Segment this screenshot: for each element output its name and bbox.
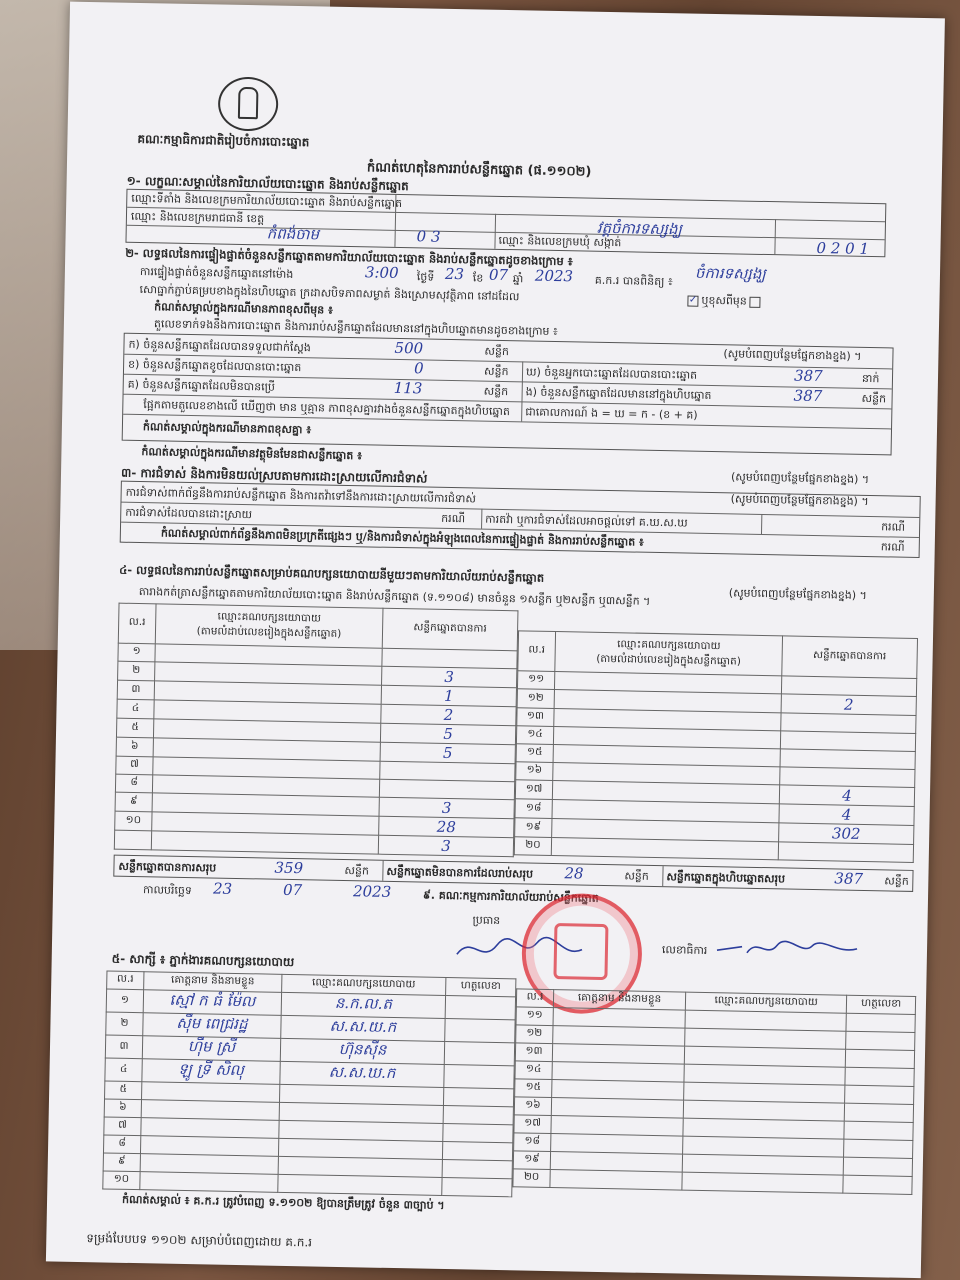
row-number: ១៧ — [514, 1115, 551, 1134]
col-votes: សន្លឹកឆ្នោតបានការ — [782, 636, 918, 679]
committee-emblem-icon — [218, 76, 279, 131]
date-year: 2023 — [352, 882, 392, 901]
vote-count: 5 — [380, 742, 515, 764]
col-party: ឈ្មោះគណបក្សនយោបាយ (តាមលំដាប់លេខរៀងក្នុងសន្លឹកឆ្នោត) — [555, 632, 783, 676]
total-invalid: 28 — [564, 864, 584, 883]
form-title: កំណត់ហេតុនៃការរាប់សន្លឹកឆ្នោត (ផ.១១០២) — [366, 160, 592, 180]
formula: ជាគោលការណ៍ ង = ឃ = ក - (ខ + គ) — [525, 405, 698, 422]
verify-day: 23 — [444, 264, 465, 284]
committee-label: ៩. គណៈកម្មការការិយាល័យរាប់សន្លឹកឆ្នោត — [422, 888, 599, 905]
witness-name: ឡូ ទ្រី សិលុ — [142, 1059, 280, 1085]
col-party: ឈ្មោះគណបក្សនយោបាយ — [282, 974, 446, 995]
unit-sheet: សន្លឹក — [483, 364, 509, 379]
row-number: ១២ — [517, 689, 554, 709]
witness-signature — [843, 1175, 912, 1194]
objection-table — [120, 481, 921, 558]
figures-intro: តួលេខទាក់ទងនឹងការបោះឆ្នោត និងការរាប់សន្លឹកឆ្នោតដែលមាននៅក្នុងហិបឆ្នោតមានដូចខាងក្រោម ៖ — [153, 317, 558, 339]
col-votes: សន្លឹកឆ្នោតបានការ — [382, 608, 518, 651]
witness-signature — [445, 995, 515, 1019]
received-label: ក) ចំនួនសន្លឹកឆ្នោតដែលបានទទួលជាក់ស្តែង — [128, 337, 311, 355]
col-no: ល.រ — [118, 603, 156, 644]
vote-count: 3 — [379, 797, 514, 819]
row-number: ៧ — [116, 756, 153, 775]
row-number: ១៣ — [517, 708, 554, 727]
witness-signature — [444, 1087, 514, 1106]
col-no: ល.រ — [107, 971, 144, 990]
party-results-right — [514, 630, 918, 863]
unit: សន្លឹក — [624, 869, 649, 883]
form-code: ទម្រង់បែបបទ ១១០២ សម្រាប់បំពេញដោយ គ.ក.រ — [86, 1231, 313, 1250]
witness-name: ហ៊ឹម ស្រី — [142, 1036, 280, 1062]
witness-name — [140, 1172, 278, 1193]
commune-code: 0 2 0 1 — [816, 238, 870, 258]
row-number: ២០ — [513, 1169, 550, 1188]
total-valid-label: សន្លឹកឆ្នោតបានការសរុប — [118, 859, 217, 875]
row-number: ៦ — [116, 737, 153, 757]
vote-count: 2 — [781, 694, 916, 716]
received-value: 500 — [394, 338, 424, 358]
witness-signature — [444, 1064, 514, 1088]
section1-title: ១- លក្ខណៈសម្គាល់នៃការិយាល័យបោះឆ្នោត និងរាប់សន្លឹកឆ្នោត — [126, 173, 409, 194]
party-results-left — [114, 603, 519, 858]
witness-name: ស្មៅ ក ធំ ម៉ែល — [143, 990, 281, 1016]
row-number: ៦ — [104, 1099, 141, 1118]
col-name: គោត្តនាម និងនាមខ្លួន — [144, 972, 282, 993]
date-label: កាលបរិច្ឆេទ — [142, 883, 193, 898]
unit: សន្លឹក — [884, 874, 909, 888]
seal-check-line: សោធ្នាក់ភ្ជាប់គម្របខាងក្នុងនៃហិបឆ្នោត ក្រដាសបិទភាពសម្ងាត់ និងស្រោមសុវត្ថិភាព នៅដដែល — [139, 282, 520, 304]
verify-time: 3:00 — [364, 263, 399, 282]
section4-title: ៤- លទ្ធផលនៃការរាប់សន្លឹកឆ្នោតសម្រាប់គណបក្សនយោបាយនីមួយៗតាមការិយាល័យរាប់សន្លឹកឆ្នោត — [119, 562, 545, 585]
fill-hint-3: (សូមបំពេញបន្ថែមផ្នែកខាងខ្នង) ។ — [730, 492, 869, 509]
form-sheet — [46, 2, 945, 1279]
note-foreign-objects: កំណត់សម្គាល់ក្នុងករណីមានវត្ថុមិនមែនជាសន្លឹកឆ្នោត ៖ — [141, 445, 363, 463]
fill-hint-2: (សូមបំពេញបន្ថែមផ្នែកខាងខ្នង) ។ — [730, 470, 870, 487]
witness-signature — [442, 1177, 512, 1196]
row-number: ១៣ — [515, 1043, 552, 1062]
witness-party: ន.ក.ល.ត — [281, 992, 446, 1018]
section5-title: ៥- សាក្សី ៖ ភ្នាក់ងារគណបក្សនយោបាយ — [111, 951, 295, 970]
vote-count: 2 — [381, 704, 516, 726]
row-number: ២ — [118, 661, 155, 681]
row-number: ១២ — [516, 1025, 553, 1044]
verify-month: 07 — [488, 265, 509, 285]
vote-count: 4 — [779, 785, 914, 807]
unit-sheet: សន្លឹក — [484, 344, 510, 359]
witness-name: ស៊ឹម ពេជ្ររដ្ឋ — [143, 1013, 281, 1039]
witness-signature — [843, 1157, 912, 1176]
verify-tail: គ.ក.រ បានពិនិត្យ ៖ — [594, 273, 673, 289]
row-number: ៣ — [117, 680, 154, 700]
witness-party — [682, 1172, 844, 1193]
row-number: ១០ — [103, 1171, 140, 1190]
row-number: ២ — [106, 1012, 143, 1036]
note-changed-label: កំណត់សម្គាល់ក្នុងករណីមានភាពខុសពីមុន ៖ — [154, 300, 334, 317]
commune-name: វត្តចំការទស្សង្ឃ — [596, 218, 683, 239]
province-name: កំពង់ចាម — [266, 224, 320, 244]
footer-note: កំណត់សម្គាល់ ៖ គ.ក.រ ត្រូវបំពេញ ទ.១១០២ ឱ្យបានត្រឹមត្រូវ ចំនួន ៣ច្បាប់ ។ — [121, 1192, 445, 1213]
row-number: ១១ — [517, 671, 554, 690]
col-no: ល.រ — [516, 989, 553, 1008]
row-number: ១០ — [115, 811, 152, 831]
objection-row2-mid: ការតវ៉ា ឬការជំទាស់ដែលអាចផ្តល់ទៅ គ.ឃ.ស.ឃ — [485, 512, 688, 530]
witness-signature — [443, 1123, 513, 1142]
total-box-label: សន្លឹកឆ្នោតក្នុងហិបឆ្នោតសរុប — [666, 870, 786, 886]
row-number: ៨ — [115, 774, 152, 793]
in-box-label: ង) ចំនួនសន្លឹកឆ្នោតដែលមាននៅក្នុងហិបឆ្នោត — [525, 385, 712, 402]
date-month: 07 — [282, 880, 303, 900]
total-valid: 359 — [274, 858, 304, 878]
spoiled-value: 0 — [413, 359, 424, 378]
objection-row1: ការជំទាស់ពាក់ព័ន្ធនឹងការរាប់សន្លឹកឆ្នោត និងការតវ៉ាទៅនឹងការដោះស្រាយលើការជំទាស់ — [125, 485, 476, 506]
witness-signature — [846, 1031, 915, 1050]
witness-signature — [844, 1139, 913, 1158]
unit-sheet: សន្លឹក — [861, 391, 887, 406]
unit-sheet: សន្លឹក — [483, 384, 509, 399]
figures-table — [122, 333, 894, 456]
col-name: គោត្តនាម និងនាមខ្លួន — [553, 990, 685, 1011]
row-number: ១៨ — [515, 799, 552, 819]
objection-row2: ការជំទាស់ដែលបានដោះស្រាយ — [125, 505, 253, 522]
witness-signature — [845, 1067, 914, 1086]
witness-signature — [444, 1041, 514, 1065]
unit-person: នាក់ — [861, 371, 880, 386]
party-name — [151, 831, 378, 854]
row-number: ៧ — [104, 1117, 141, 1136]
vote-count: 1 — [381, 685, 516, 707]
row-number: ១ — [106, 989, 143, 1013]
row-number: ១ — [118, 643, 155, 662]
case-label: ករណី — [881, 520, 906, 534]
witness-table-left — [102, 970, 516, 1197]
voters-value: 387 — [793, 366, 823, 386]
province-label: ឈ្មោះ និងលេខក្រមរាជធានី ខេត្ត — [130, 209, 265, 226]
row-number: ១៨ — [514, 1133, 551, 1152]
row-number: ៣ — [105, 1035, 142, 1059]
day-label: ថ្ងៃទី — [416, 270, 435, 284]
witness-signature — [845, 1103, 914, 1122]
vote-count: 5 — [380, 723, 515, 745]
witness-signature — [846, 1049, 915, 1068]
witness-signature — [844, 1121, 913, 1140]
voters-label: ឃ) ចំនួនអ្នកបោះឆ្នោតដែលបានបោះឆ្នោត — [525, 365, 698, 382]
row-number: ១៤ — [516, 726, 553, 745]
witness-party: ស.ស.យ.ក — [281, 1015, 446, 1041]
row-number — [114, 830, 151, 850]
province-code: 0 3 — [416, 227, 441, 246]
year-label: ឆ្នាំ — [512, 272, 524, 286]
vote-count: 28 — [379, 816, 514, 838]
secretary-signature — [712, 932, 863, 965]
witness-party: ស.ស.ឃ.ក — [280, 1061, 445, 1087]
row-number: ១៩ — [515, 818, 552, 838]
witness-signature — [846, 1013, 915, 1032]
irregularity-note: កំណត់សម្គាល់ពាក់ព័ន្ធនឹងភាពមិនប្រក្រតីផ្សេងៗ ឬ/និងការជំទាស់ក្នុងអំឡុងពេលនៃការផ្ទៀងផ្ទាត់ និងការរាប់សន្លឹកឆ្នោត ៖ — [160, 526, 644, 549]
place-note: ចំការទស្សង្ឃ — [694, 263, 766, 284]
secretary-label: លេខាធិការ — [661, 943, 708, 958]
in-box-value: 387 — [793, 386, 823, 406]
col-sign: ហត្ថលេខា — [847, 995, 916, 1014]
row-number: ១៥ — [516, 744, 553, 763]
month-label: ខែ — [472, 271, 484, 285]
row-number: ១៩ — [513, 1151, 550, 1170]
row-number: ៩ — [115, 792, 152, 812]
witness-signature — [442, 1159, 512, 1178]
row-number: ៩ — [103, 1153, 140, 1172]
row-number: ១១ — [516, 1007, 553, 1026]
row-number: ៤ — [117, 699, 154, 719]
vote-count: 3 — [378, 835, 513, 857]
section2-title: ២- លទ្ធផលនៃការផ្ទៀងផ្ទាត់ចំនួនសន្លឹកឆ្នោតតាមការិយាល័យបោះឆ្នោត និងរាប់សន្លឹកឆ្នោតដូចខាងក្រោម ៖ — [125, 245, 573, 269]
witness-signature — [445, 1018, 515, 1042]
witness-signature — [442, 1141, 512, 1160]
row-number: ៨ — [103, 1135, 140, 1154]
vote-count: 302 — [779, 823, 914, 845]
commune-label: ឈ្មោះ និងលេខក្រមឃុំ សង្កាត់ — [498, 233, 622, 250]
witness-table-right — [512, 988, 916, 1195]
unused-label: គ) ចំនួនសន្លឹកឆ្នោតដែលមិនបានប្រើ — [127, 377, 276, 394]
vote-count — [778, 842, 913, 863]
witness-signature — [443, 1105, 513, 1124]
fill-hint-4: (សូមបំពេញបន្ថែមផ្នែកខាងខ្នង) ។ — [728, 586, 867, 603]
verify-year: 2023 — [534, 266, 574, 286]
col-party: ឈ្មោះគណបក្សនយោបាយ (តាមលំដាប់លេខរៀងក្នុងសន្លឹកឆ្នោត) — [155, 604, 383, 648]
unit: សន្លឹក — [344, 864, 370, 878]
party-name — [551, 837, 778, 859]
committee-name: គណៈកម្មាធិការជាតិរៀបចំការបោះឆ្នោត — [137, 131, 310, 150]
changed-checkbox[interactable] — [750, 296, 761, 307]
total-box: 387 — [834, 869, 864, 888]
total-invalid-label: សន្លឹកឆ្នោតមិនបានការដែលរាប់សរុប — [386, 864, 534, 881]
seal-check-options: ✓ ឬខុសពីមុន — [684, 293, 764, 311]
case-label: ករណី — [441, 511, 466, 526]
verify-time-label: ការផ្ទៀងផ្ទាត់ចំនួនសន្លឹកឆ្នោតនៅម៉ោង — [139, 264, 294, 281]
spoiled-label: ខ) ចំនួនសន្លឹកឆ្នោតខូចដែលបានបោះឆ្នោត — [128, 357, 302, 375]
section3-title: ៣- ការជំទាស់ និងការមិនយល់ស្របតាមការដោះស្រាយលើការជំទាស់ — [120, 465, 428, 486]
witness-name — [550, 1170, 682, 1191]
chair-label: ប្រធាន — [472, 913, 501, 928]
row-number: ១៥ — [515, 1079, 552, 1098]
row-number: ២០ — [514, 837, 551, 856]
witness-signature — [845, 1085, 914, 1104]
witness-party: ហ៊ុនស៊ីន — [280, 1038, 445, 1064]
row-number: ១៤ — [515, 1061, 552, 1080]
row-number: ១៦ — [516, 762, 553, 781]
witness-party — [278, 1174, 442, 1195]
office-location-label: ឈ្មោះទីតាំង និងលេខក្រមការិយាល័យបោះឆ្នោត និងរាប់សន្លឹកឆ្នោត — [131, 191, 403, 211]
intact-checkbox[interactable]: ✓ — [688, 294, 698, 306]
row-number: ៥ — [116, 718, 153, 738]
row-number: ៤ — [105, 1058, 142, 1082]
col-party: ឈ្មោះគណបក្សនយោបាយ — [685, 992, 847, 1013]
case-label: ករណី — [880, 540, 905, 554]
row-number: ១៧ — [515, 780, 552, 800]
vote-count: 4 — [779, 804, 914, 826]
note-difference: កំណត់សម្គាល់ក្នុងករណីមានភាពខុសគ្នា ៖ — [142, 420, 312, 437]
row-number: ៥ — [105, 1081, 142, 1100]
date-day: 23 — [212, 879, 233, 898]
row-number: ១៦ — [514, 1097, 551, 1116]
compare-line: ផ្អែកតាមតួលេខខាងលើ ឃើញថា មាន ឬគ្មាន ភាពខុសគ្នារវាងចំនួនសន្លឹកឆ្នោតក្នុងហិបឆ្នោត — [143, 398, 511, 419]
col-sign: ហត្ថលេខា — [446, 977, 516, 996]
col-no: ល.រ — [518, 631, 556, 672]
section4-subtitle: តារាងកត់ត្រាសន្លឹកឆ្នោតតាមការិយាល័យបោះឆ្នោត និងរាប់សន្លឹកឆ្នោត (ទ.១១០៨) មានចំនួន ១សន្លឹក ឬ២សន្លឹក ឬ៣សន្លឹក ។ — [138, 585, 651, 608]
fill-hint-1: (សូមបំពេញបន្ថែមផ្នែកខាងខ្នង) ។ — [723, 347, 862, 363]
vote-count: 3 — [382, 666, 517, 688]
unused-value: 113 — [393, 378, 423, 398]
